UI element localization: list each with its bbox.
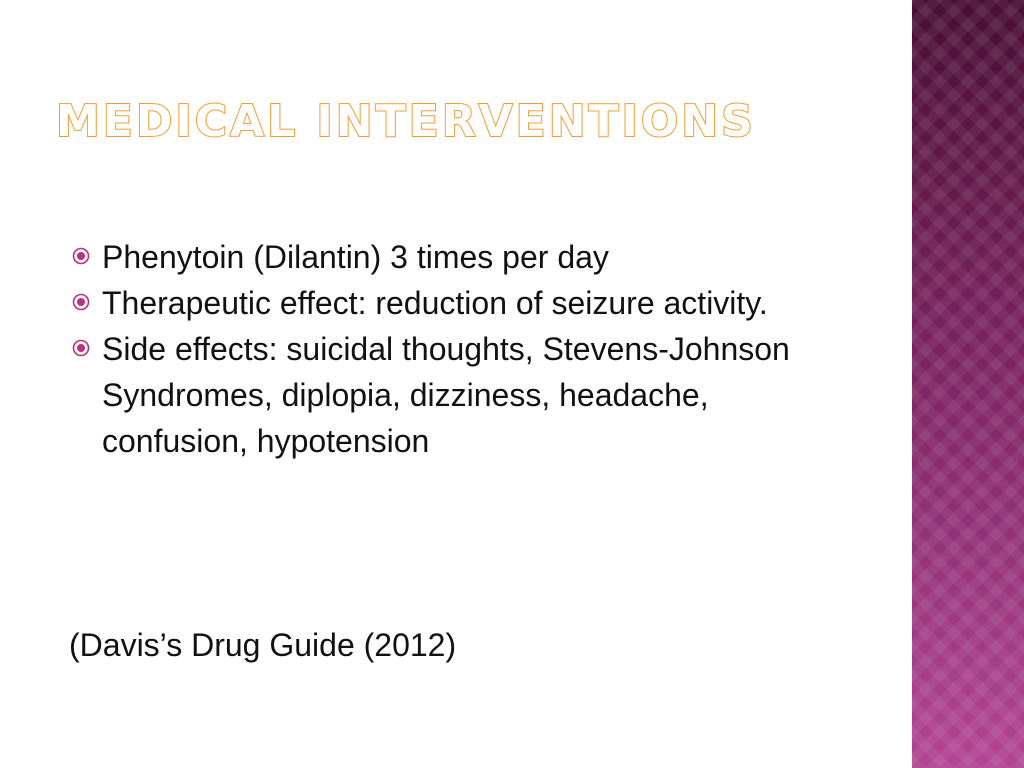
bullet-item	[72, 280, 842, 326]
slide-title: MEDICAL INTERVENTIONS	[56, 96, 756, 147]
bullet-text: Phenytoin (Dilantin) 3 times per day	[102, 239, 609, 275]
bullet-item	[72, 326, 842, 464]
radio-bullet-icon	[72, 339, 90, 357]
decorative-side-band	[912, 0, 1024, 768]
radio-bullet-icon	[72, 293, 90, 311]
bullet-list	[72, 234, 842, 464]
radio-bullet-icon	[72, 247, 90, 265]
bullet-item	[72, 234, 842, 280]
bullet-text: Side effects: suicidal thoughts, Stevens-Johnson Syndromes, diplopia, dizziness, headache, confusion, hypotension	[102, 331, 790, 459]
citation: (Davis’s Drug Guide (2012)	[69, 627, 457, 663]
bullet-text: Therapeutic effect: reduction of seizure activity.	[102, 285, 768, 321]
